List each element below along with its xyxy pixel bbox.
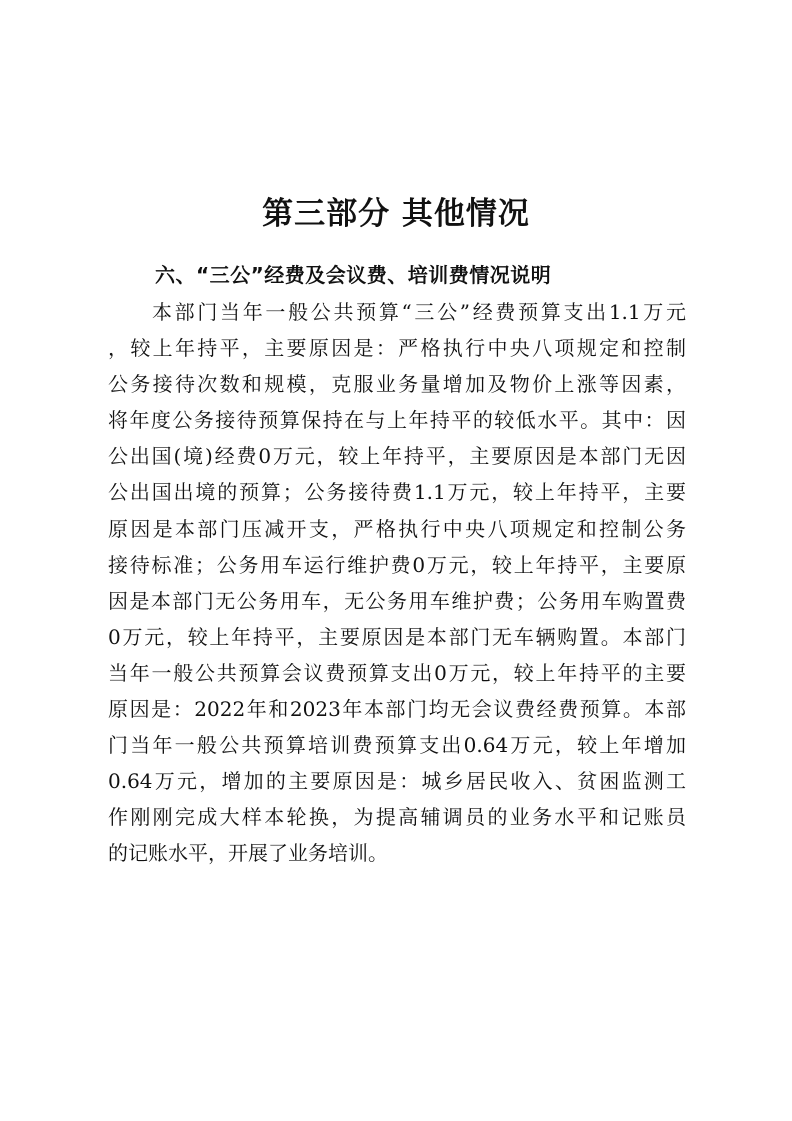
paragraph-line: 的记账水平，开展了业务培训。	[108, 841, 388, 866]
page-title: 第三部分 其他情况	[262, 196, 530, 232]
paragraph-line: 原因是：2022年和2023年本部门均无会议费经费预算。本部	[108, 697, 686, 722]
body-paragraph	[108, 294, 686, 872]
paragraph-line: 当年一般公共预算会议费预算支出0万元，较上年持平的主要	[108, 660, 686, 685]
paragraph-line: 本部门当年一般公共预算“三公”经费预算支出1.1万元	[152, 300, 686, 324]
paragraph-line: 作刚刚完成大样本轮换，为提高辅调员的业务水平和记账员	[108, 805, 686, 830]
paragraph-line: 0.64万元，增加的主要原因是：城乡居民收入、贫困监测工	[108, 769, 686, 794]
section-heading: 六、“三公”经费及会议费、培训费情况说明	[155, 263, 552, 287]
paragraph-line: 0万元，较上年持平，主要原因是本部门无车辆购置。本部门	[108, 624, 686, 649]
paragraph-line: 因是本部门无公务用车，无公务用车维护费；公务用车购置费	[108, 588, 686, 613]
paragraph-line: 门当年一般公共预算培训费预算支出0.64万元，较上年增加	[108, 733, 686, 758]
paragraph-line: 公出国(境)经费0万元，较上年持平，主要原因是本部门无因	[108, 444, 686, 469]
paragraph-line: ，较上年持平，主要原因是：严格执行中央八项规定和控制	[108, 336, 686, 361]
paragraph-line: 公务接待次数和规模，克服业务量增加及物价上涨等因素，	[108, 372, 686, 397]
paragraph-line: 接待标准；公务用车运行维护费0万元，较上年持平，主要原	[108, 552, 686, 577]
paragraph-line: 公出国出境的预算；公务接待费1.1万元，较上年持平，主要	[108, 480, 686, 505]
paragraph-line: 原因是本部门压减开支，严格执行中央八项规定和控制公务	[108, 516, 686, 541]
paragraph-line: 将年度公务接待预算保持在与上年持平的较低水平。其中：因	[108, 408, 686, 433]
